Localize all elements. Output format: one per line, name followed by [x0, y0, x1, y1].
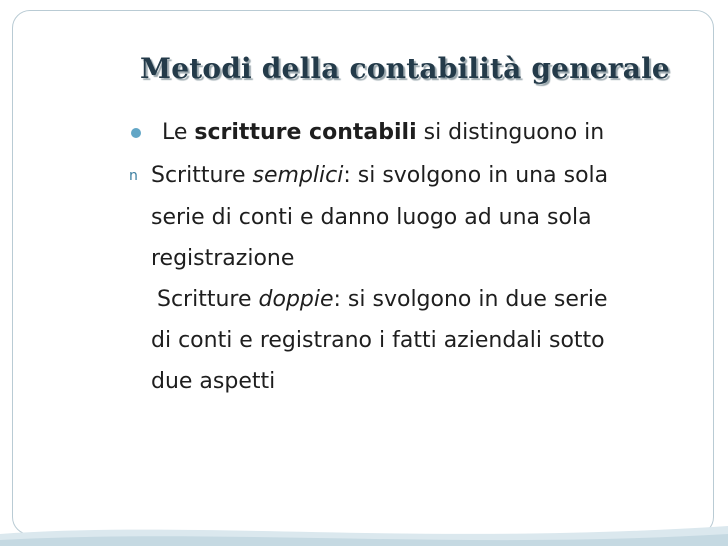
paragraph3-prefix: Scritture — [157, 287, 259, 312]
slide-title: Metodi della contabilità generale — [140, 52, 670, 85]
bottom-wave-decoration — [0, 516, 728, 546]
paragraph3-italic: doppie — [258, 287, 334, 312]
bullet1-suffix: si distinguono in — [416, 120, 605, 145]
bullet2-line1-suffix: : si svolgono in una sola — [343, 163, 609, 188]
paragraph3-line1 — [157, 287, 608, 312]
bullet2-line1 — [151, 163, 608, 188]
bullet1-line — [162, 120, 604, 145]
bullet2-line3: registrazione — [151, 246, 295, 271]
circle-bullet-icon — [131, 128, 141, 138]
slide-frame — [12, 10, 714, 535]
paragraph3-line1-suffix: : si svolgono in due serie — [333, 287, 608, 312]
bullet1-bold: scritture contabili — [194, 120, 417, 145]
n-bullet-icon: n — [129, 168, 138, 184]
bullet1-prefix: Le — [162, 120, 195, 145]
bullet2-line2: serie di conti e danno luogo ad una sola — [151, 205, 592, 230]
paragraph3-line2: di conti e registrano i fatti aziendali sotto — [151, 328, 605, 353]
bullet2-prefix: Scritture — [151, 163, 253, 188]
paragraph3-line3: due aspetti — [151, 369, 276, 394]
bullet2-italic: semplici — [252, 163, 344, 188]
